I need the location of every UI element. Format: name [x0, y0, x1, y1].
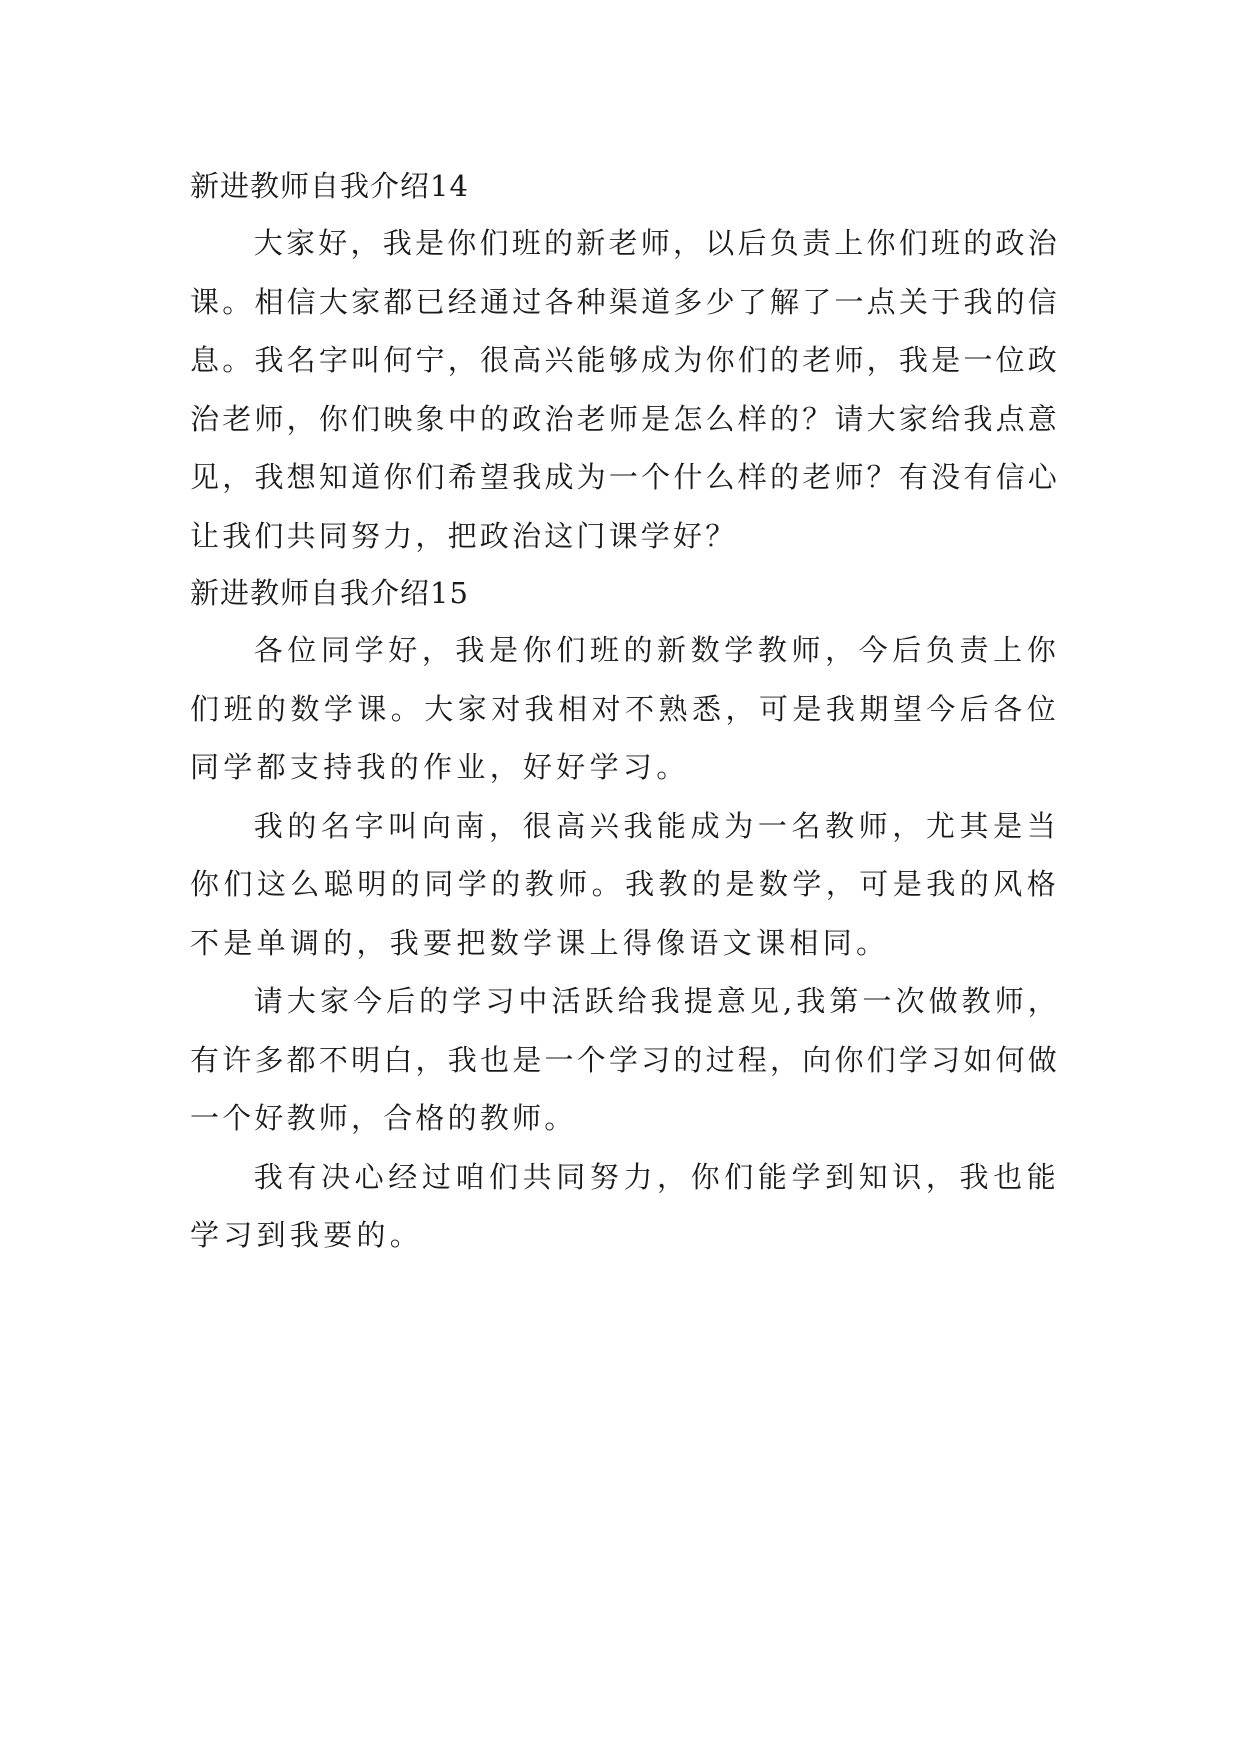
paragraph: 大家好，我是你们班的新老师，以后负责上你们班的政治课。相信大家都已经通过各种渠道多少了解了一点关于我的信息。我名字叫何宁，很高兴能够成为你们的老师，我是一位政治老师，你们映象中的政治老师是怎么样的？请大家给我点意见，我想知道你们希望我成为一个什么样的老师？有没有信心让我们共同努力，把政治这门课学好？ [190, 226, 1060, 553]
section-title: 新进教师自我介绍14 [190, 169, 469, 203]
paragraph: 我的名字叫向南，很高兴我能成为一名教师，尤其是当你们这么聪明的同学的教师。我教的是数学，可是我的风格不是单调的，我要把数学课上得像语文课相同。 [190, 808, 1060, 960]
section-14 [190, 158, 1060, 565]
paragraph: 请大家今后的学习中活跃给我提意见,我第一次做教师，有许多都不明白，我也是一个学习的过程，向你们学习如何做一个好教师，合格的教师。 [190, 984, 1060, 1135]
document-page [190, 158, 1060, 1265]
section-15 [190, 565, 1060, 1265]
section-title: 新进教师自我介绍15 [190, 576, 469, 610]
paragraph: 各位同学好，我是你们班的新数学教师，今后负责上你们班的数学课。大家对我相对不熟悉，可是我期望今后各位同学都支持我的作业，好好学习。 [190, 633, 1060, 784]
paragraph: 我有决心经过咱们共同努力，你们能学到知识，我也能学习到我要的。 [190, 1159, 1060, 1252]
